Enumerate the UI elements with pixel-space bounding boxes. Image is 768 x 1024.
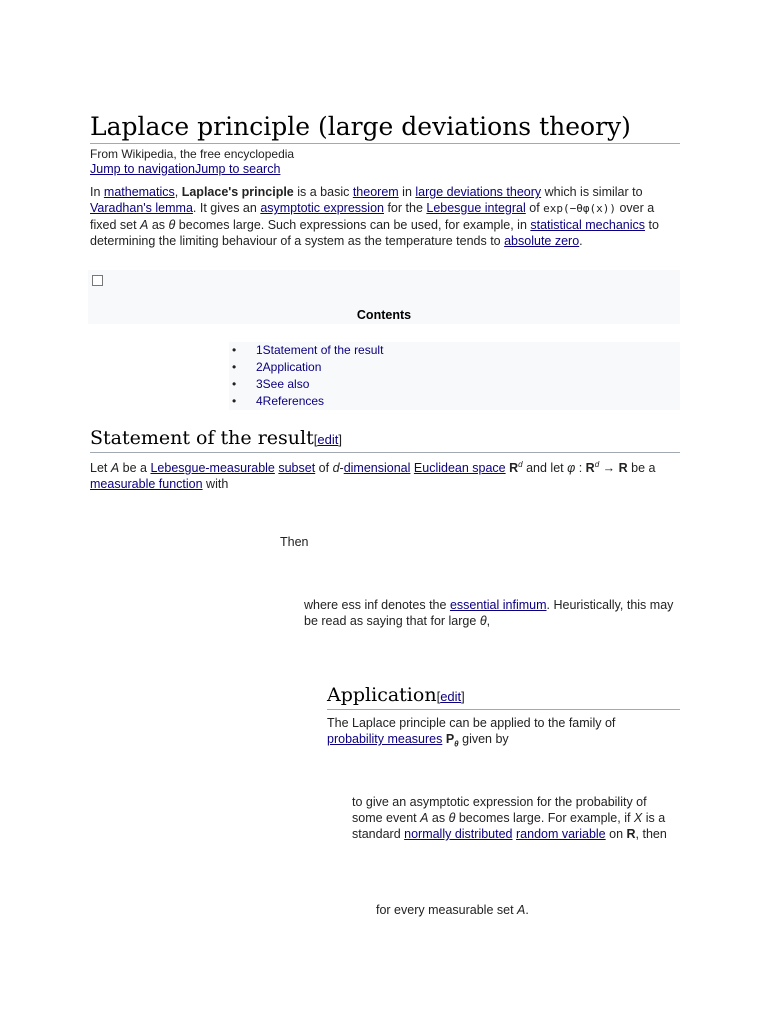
section-heading-statement: Statement of the result[edit] [90, 426, 680, 453]
measurable-set-text: for every measurable set A. [376, 903, 529, 917]
link-theorem[interactable]: theorem [352, 185, 399, 199]
jump-to-search-link[interactable]: Jump to search [194, 162, 281, 176]
ess-inf-paragraph: where ess inf denotes the essential infimum. Heuristically, this may be read as saying that for large θ, [304, 598, 674, 628]
then-text: Then [280, 535, 309, 549]
statement-paragraph: Let A be a Lebesgue-measurable subset of d-dimensional Euclidean space $R^d$ and let φ : $R^d \to R$ be a measurable function with [90, 460, 656, 492]
link-probability-measures[interactable]: probability measures [327, 732, 443, 746]
link-essential-infimum[interactable]: essential infimum [449, 598, 547, 612]
toc-list [229, 342, 680, 410]
asymptotic-paragraph: to give an asymptotic expression for the probability of some event A as θ becomes large. For example, if X is a standard normally distributed random variable on R, then [352, 795, 667, 841]
jump-to-navigation-link[interactable]: Jump to navigation [90, 162, 195, 176]
link-absolute-zero[interactable]: absolute zero [504, 234, 580, 248]
link-lebesgue-measurable[interactable]: Lebesgue-measurable [150, 461, 275, 476]
link-lebesgue-integral[interactable]: Lebesgue integral [426, 201, 526, 215]
section-heading-application: Application[edit] [327, 683, 680, 710]
edit-link-statement[interactable]: edit [317, 432, 339, 447]
edit-link-application[interactable]: edit [440, 689, 462, 704]
link-mathematics[interactable]: mathematics [103, 185, 175, 199]
toc-box [88, 270, 680, 324]
link-asymptotic-expression[interactable]: asymptotic expression [260, 201, 384, 215]
link-varadhans-lemma[interactable]: Varadhan's lemma [90, 201, 193, 215]
link-statistical-mechanics[interactable]: statistical mechanics [530, 218, 645, 232]
inline-formula: exp(−θφ(x)) [543, 202, 616, 215]
link-subset[interactable]: subset [278, 461, 316, 476]
link-dimensional[interactable]: dimensional [343, 461, 411, 476]
application-paragraph: The Laplace principle can be applied to the family of probability measures $P_\theta$ given by [327, 716, 616, 749]
intro-paragraph: In mathematics, Laplace's principle is a basic theorem in large deviations theory which is similar to Varadhan's lemma. It gives an asymptotic expression for the Lebesgue integral of exp(−θφ(x)) over a fixed set A as θ becomes large. Such expressions can be used, for example, in statistical mechanics to determining the limiting behaviour of a system as the temperature tends to absolute zero. [90, 185, 659, 248]
link-normally-distributed[interactable]: normally distributed [404, 827, 513, 841]
toc-item-see-also[interactable]: • 3See also [229, 376, 680, 393]
toc-item-references[interactable]: • 4References [229, 393, 680, 410]
toc-toggle-checkbox[interactable] [92, 275, 103, 286]
jump-links [90, 162, 280, 176]
toc-title: Contents [356, 308, 412, 322]
toc-item-application[interactable]: • 2Application [229, 359, 680, 376]
toc-item-statement[interactable]: • 1Statement of the result [229, 342, 680, 359]
link-random-variable[interactable]: random variable [516, 827, 606, 841]
link-measurable-function[interactable]: measurable function [90, 477, 203, 492]
site-tagline: From Wikipedia, the free encyclopedia [90, 147, 295, 161]
link-large-deviations-theory[interactable]: large deviations theory [415, 185, 542, 199]
page-title: Laplace principle (large deviations theory) [90, 111, 680, 144]
link-euclidean-space[interactable]: Euclidean space [413, 461, 506, 476]
